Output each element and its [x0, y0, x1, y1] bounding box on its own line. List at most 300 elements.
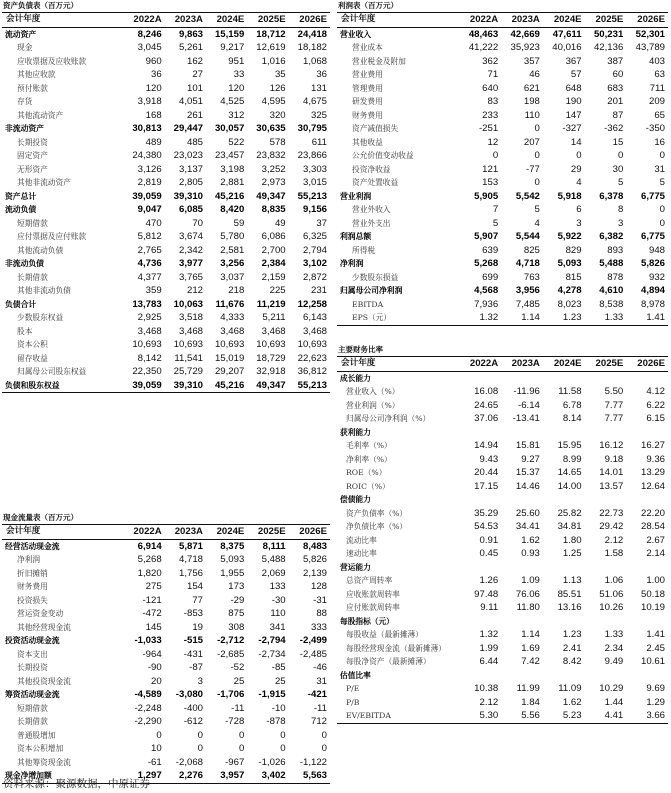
- table-row: [2, 338, 330, 352]
- row-label: 折旧摊销: [17, 568, 48, 578]
- cell-value: 0: [659, 204, 665, 216]
- cell-value: 9.11: [480, 602, 499, 614]
- cell-value: 23,023: [173, 150, 203, 162]
- cell-value: 3: [197, 675, 203, 687]
- cell-value: -6.14: [518, 399, 540, 411]
- cell-value: [543, 493, 585, 507]
- cell-value: 13.16: [557, 602, 582, 614]
- column-header-year: 2026E: [289, 13, 330, 27]
- cell-value: 2,765: [137, 244, 162, 256]
- row-label: 应付账款周转率: [346, 603, 400, 613]
- row-label: 流动资产: [5, 29, 37, 39]
- cell-value: -2,734: [258, 648, 286, 660]
- cell-value: -251: [478, 123, 499, 135]
- row-label: 短期借款: [17, 703, 48, 713]
- cell-value: 712: [310, 716, 327, 728]
- cell-value: 120: [145, 82, 162, 94]
- row-label: 资本公积: [17, 340, 48, 350]
- cell-value: 3,918: [137, 96, 162, 108]
- cell-value: 893: [607, 244, 624, 256]
- cell-value: [626, 561, 668, 575]
- row-label: 净利润: [340, 259, 364, 269]
- row-label: 长期借款: [17, 272, 48, 282]
- table-row: [337, 399, 668, 413]
- cell-value: -31: [313, 594, 327, 606]
- table-row: [2, 715, 330, 729]
- table-row: [337, 298, 668, 312]
- row-label: 投资净收益: [352, 164, 391, 174]
- table-row: [337, 27, 668, 41]
- cell-value: 207: [523, 136, 540, 148]
- cell-value: 9,047: [137, 204, 162, 216]
- cell-value: 6,775: [640, 190, 665, 202]
- cell-value: 16.12: [599, 440, 624, 452]
- row-label: 其他非流动负债: [17, 286, 71, 296]
- column-header-year: 2022A: [459, 13, 501, 27]
- cell-value: -2,248: [134, 702, 162, 714]
- table-row: [2, 149, 330, 163]
- cell-value: [585, 371, 627, 385]
- cell-value: 3,956: [515, 285, 540, 297]
- cell-value: 46: [529, 69, 540, 81]
- cell-value: 18,729: [256, 352, 286, 364]
- cell-value: [585, 615, 627, 629]
- table-row: [2, 284, 330, 298]
- cell-value: 5,812: [137, 231, 162, 243]
- cell-value: 6.22: [646, 399, 665, 411]
- cell-value: 2.12: [479, 696, 499, 708]
- cell-value: 22.73: [599, 507, 624, 519]
- cell-value: 20.44: [474, 467, 499, 479]
- row-label: 营业税金及附加: [352, 56, 406, 66]
- row-label: 成长能力: [340, 373, 371, 383]
- row-label: 资产总计: [5, 191, 37, 201]
- cell-value: -30: [271, 594, 286, 606]
- cell-value: 168: [145, 109, 162, 121]
- table-row: [337, 190, 668, 204]
- cell-value: 8,375: [220, 540, 245, 552]
- cell-value: [501, 493, 543, 507]
- cell-value: 5,780: [220, 231, 245, 243]
- cell-value: 55,213: [289, 379, 330, 393]
- row-label: 营业成本: [352, 43, 383, 53]
- row-label: 应收票据及应收账款: [17, 56, 87, 66]
- cell-value: 5,488: [599, 258, 624, 270]
- row-label: 留存收益: [17, 353, 48, 363]
- cell-value: 470: [145, 217, 162, 229]
- cell-value: [626, 371, 668, 385]
- cell-value: 341: [269, 621, 286, 633]
- table-row: [337, 412, 668, 426]
- cell-value: 1.58: [604, 548, 624, 560]
- row-label: 其他流动资产: [17, 110, 64, 120]
- cell-value: 6,325: [302, 231, 327, 243]
- cell-value: 4,718: [178, 554, 203, 566]
- column-header-label: 会计年度: [337, 357, 459, 371]
- cell-value: [459, 669, 501, 683]
- cell-value: 0.45: [479, 548, 499, 560]
- cell-value: 22,350: [132, 366, 162, 378]
- row-label: 估值比率: [340, 670, 371, 680]
- cell-value: 2,881: [220, 177, 245, 189]
- cell-value: -327: [562, 123, 582, 135]
- cell-value: 233: [482, 109, 499, 121]
- row-label: 营业利润: [340, 191, 372, 201]
- cell-value: 77: [192, 594, 203, 606]
- cell-value: 0: [238, 743, 245, 755]
- cell-value: 2.14: [646, 548, 665, 560]
- cell-value: 60: [612, 69, 624, 81]
- table-row: [2, 661, 330, 675]
- cell-value: 12: [487, 136, 499, 148]
- row-label: 归属母公司净利润（%）: [346, 414, 431, 424]
- table-row: [337, 561, 668, 575]
- cell-value: 4,894: [640, 285, 665, 297]
- cell-value: 0: [156, 729, 162, 741]
- cell-value: 1.14: [521, 629, 540, 641]
- row-label: 少数股东权益: [17, 313, 64, 323]
- cell-value: [543, 561, 585, 575]
- cell-value: 11,676: [215, 298, 245, 310]
- cell-value: 2,069: [261, 567, 286, 579]
- cell-value: 325: [310, 109, 327, 121]
- cell-value: -1,033: [134, 635, 162, 647]
- header-row: [2, 13, 330, 27]
- table-row: [2, 244, 330, 258]
- cell-value: 5.23: [543, 709, 585, 723]
- cell-value: 31: [654, 163, 665, 175]
- cell-value: 39,059: [123, 379, 164, 393]
- row-label: 长期投资: [17, 137, 48, 147]
- cell-value: 34.41: [515, 521, 540, 533]
- table-row: [2, 41, 330, 55]
- cell-value: -2,499: [299, 635, 327, 647]
- cell-value: 2,384: [261, 258, 286, 270]
- cell-value: 9.49: [604, 656, 624, 668]
- cell-value: 13.57: [599, 480, 624, 492]
- cell-value: 3.66: [626, 709, 668, 723]
- cell-value: 11.99: [516, 683, 540, 695]
- cell-value: 47,611: [552, 28, 582, 40]
- cell-value: -362: [604, 123, 624, 135]
- cell-value: 3,518: [178, 312, 203, 324]
- cell-value: 14: [570, 136, 582, 148]
- table-row: [2, 607, 330, 621]
- cell-value: 2.45: [646, 642, 665, 654]
- cell-value: 39,310: [173, 190, 203, 202]
- column-header-year: 2026E: [626, 13, 668, 27]
- cell-value: 3,402: [247, 769, 288, 783]
- row-label: 营运能力: [340, 562, 371, 572]
- cell-value: 5,544: [515, 231, 540, 243]
- cell-value: 8,420: [220, 204, 245, 216]
- ratios-table: [337, 357, 668, 724]
- table-row: [2, 580, 330, 594]
- cell-value: -2,712: [217, 635, 245, 647]
- table-row: [337, 244, 668, 258]
- cell-value: 6,382: [599, 231, 624, 243]
- table-row: [337, 615, 668, 629]
- cell-value: [459, 615, 501, 629]
- cell-value: 932: [648, 271, 665, 283]
- table-row: [2, 136, 330, 150]
- cell-value: 11.80: [516, 602, 540, 614]
- cell-value: 8,978: [640, 298, 665, 310]
- cell-value: 2.41: [562, 642, 582, 654]
- table-row: [2, 702, 330, 716]
- cell-value: 65: [654, 109, 665, 121]
- cell-value: 8.42: [562, 656, 582, 668]
- cell-value: 45,216: [206, 379, 247, 393]
- table-row: [337, 520, 668, 534]
- cell-value: 1.29: [646, 696, 665, 708]
- cell-value: 6,085: [178, 204, 203, 216]
- table-row: [337, 453, 668, 467]
- cell-value: 3,468: [137, 325, 162, 337]
- cell-value: 12,619: [256, 42, 286, 54]
- table-row: [2, 271, 330, 285]
- cell-value: 2,276: [165, 769, 206, 783]
- cell-value: 231: [310, 285, 327, 297]
- cell-value: 29,207: [214, 366, 245, 378]
- cell-value: 13.29: [640, 467, 665, 479]
- cell-value: 42,669: [510, 28, 540, 40]
- cell-value: 43,789: [635, 42, 665, 54]
- cell-value: 88: [316, 608, 327, 620]
- cell-value: 2,794: [302, 244, 327, 256]
- row-label: 资产减值损失: [352, 124, 399, 134]
- cell-value: 48,463: [468, 28, 499, 40]
- row-label: 偿债能力: [340, 495, 371, 505]
- row-label: 其他筹资现金流: [17, 757, 71, 767]
- cell-value: 2,700: [261, 244, 286, 256]
- cell-value: 39,059: [132, 190, 162, 202]
- cell-value: 4: [576, 177, 582, 189]
- row-label: 归属母公司净利润: [340, 286, 403, 296]
- cell-value: -3,080: [175, 689, 203, 701]
- cell-value: 1,756: [178, 567, 203, 579]
- cell-value: 6.78: [562, 399, 582, 411]
- row-label: 毛利率（%）: [346, 441, 392, 451]
- cell-value: 1.69: [521, 642, 540, 654]
- row-label: 无形资产: [17, 164, 48, 174]
- cell-value: 133: [269, 581, 286, 593]
- table-row: [2, 756, 330, 770]
- cell-value: 1.26: [479, 575, 499, 587]
- row-label: 其他经营现金流: [17, 622, 71, 632]
- cell-value: 14.65: [557, 467, 582, 479]
- row-label: 投资活动现金流: [5, 636, 60, 646]
- cell-value: -967: [225, 756, 245, 768]
- cell-value: 218: [228, 285, 245, 297]
- cell-value: 0: [321, 729, 327, 741]
- row-label: 公允价值变动收益: [352, 151, 414, 161]
- cell-value: 9,217: [220, 42, 245, 54]
- cell-value: 29.42: [599, 521, 624, 533]
- cell-value: 8,111: [262, 540, 286, 552]
- cell-value: -1,026: [258, 756, 286, 768]
- cell-value: 639: [482, 244, 499, 256]
- cell-value: 960: [145, 55, 162, 67]
- cell-value: [585, 426, 627, 440]
- cell-value: 357: [523, 55, 540, 67]
- cell-value: 162: [186, 55, 203, 67]
- cell-value: 30,057: [214, 123, 245, 135]
- cell-value: 14.00: [557, 480, 582, 492]
- cell-value: 5,907: [474, 231, 499, 243]
- row-label: 营业费用: [352, 70, 383, 80]
- table-row: [2, 742, 330, 756]
- cell-value: 2,819: [137, 177, 162, 189]
- row-label: 负债合计: [5, 299, 37, 309]
- cell-value: -2,685: [217, 648, 245, 660]
- cell-value: 76.06: [515, 588, 540, 600]
- cell-value: 5,268: [474, 258, 499, 270]
- table-row: [2, 176, 330, 190]
- table-row: [337, 466, 668, 480]
- table-row: [337, 230, 668, 244]
- cell-value: 154: [186, 581, 203, 593]
- cell-value: 0: [659, 150, 665, 162]
- cell-value: -13.41: [512, 413, 540, 425]
- cell-value: 711: [649, 82, 665, 94]
- cell-value: -121: [142, 594, 162, 606]
- table-row: [337, 385, 668, 399]
- cell-value: -964: [142, 648, 162, 660]
- cell-value: 7,936: [474, 298, 499, 310]
- cell-value: 5.50: [604, 386, 624, 398]
- cell-value: -61: [147, 756, 162, 768]
- cell-value: 4,736: [137, 258, 162, 270]
- cell-value: 55,213: [297, 190, 327, 202]
- table-row: [337, 655, 668, 669]
- cell-value: 1.23: [562, 629, 582, 641]
- cell-value: 5: [659, 177, 665, 189]
- row-label: 投资损失: [17, 595, 48, 605]
- column-header-year: 2024E: [206, 13, 247, 27]
- row-label: 负债和股东权益: [2, 379, 123, 393]
- table-row: [337, 601, 668, 615]
- cell-value: 0.93: [521, 548, 540, 560]
- column-header-year: 2024E: [206, 525, 247, 539]
- cell-value: 71: [487, 69, 499, 81]
- cell-value: 9.43: [479, 453, 499, 465]
- cell-value: 0: [197, 743, 203, 755]
- cell-value: -1,915: [258, 689, 286, 701]
- cell-value: 1,016: [261, 55, 286, 67]
- balance-sheet-panel: [2, 0, 330, 393]
- cell-value: 128: [310, 581, 327, 593]
- cell-value: 0: [238, 729, 245, 741]
- cell-value: 0: [280, 729, 286, 741]
- cell-value: 0: [534, 177, 540, 189]
- cell-value: 35.29: [474, 507, 499, 519]
- cell-value: 2,139: [302, 567, 327, 579]
- cell-value: -87: [189, 662, 203, 674]
- cell-value: 31: [316, 675, 327, 687]
- row-label: 净利润: [17, 555, 41, 565]
- cell-value: 0: [534, 150, 540, 162]
- cell-value: 8.14: [562, 413, 582, 425]
- cell-value: 23,866: [297, 150, 327, 162]
- cell-value: 5.30: [459, 709, 501, 723]
- cell-value: 54.53: [474, 521, 499, 533]
- row-label: EPS（元）: [337, 311, 459, 325]
- cell-value: 611: [311, 136, 327, 148]
- cell-value: 18,712: [256, 28, 286, 40]
- column-header-year: 2023A: [501, 357, 543, 371]
- cell-value: [459, 371, 501, 385]
- cell-value: 39,310: [165, 379, 206, 393]
- cell-value: 763: [523, 271, 540, 283]
- table-row: [337, 439, 668, 453]
- column-header-year: 2022A: [123, 525, 164, 539]
- row-label: 每股经营现金流（最新摊薄）: [346, 643, 446, 653]
- cell-value: 6,775: [640, 231, 665, 243]
- cell-value: 4,675: [302, 96, 327, 108]
- row-label: ROIC（%）: [346, 481, 390, 491]
- cell-value: 225: [269, 285, 286, 297]
- table-row: [2, 217, 330, 231]
- cell-value: 875: [228, 608, 245, 620]
- income-statement-panel: [337, 0, 668, 326]
- row-label: 其他应收款: [17, 70, 56, 80]
- row-label: 财务费用: [352, 110, 383, 120]
- cell-value: 36: [316, 69, 327, 81]
- cell-value: -52: [230, 662, 245, 674]
- cell-value: 699: [482, 271, 499, 283]
- cell-value: 15,159: [214, 28, 245, 40]
- cell-value: -4,589: [134, 689, 162, 701]
- table-row: [337, 588, 668, 602]
- cell-value: [459, 561, 501, 575]
- cell-value: 3,765: [178, 271, 203, 283]
- column-header-label: 会计年度: [2, 525, 123, 539]
- row-label: 其他流动负债: [17, 245, 64, 255]
- table-row: [2, 621, 330, 635]
- row-label: 研发费用: [352, 97, 383, 107]
- cell-value: 50.18: [640, 588, 665, 600]
- cell-value: 10,693: [256, 339, 286, 351]
- cell-value: 0: [197, 729, 203, 741]
- cell-value: 35: [274, 69, 286, 81]
- cell-value: 120: [228, 82, 245, 94]
- row-label: 经营活动现金流: [5, 541, 60, 551]
- row-label: 归属母公司股东权益: [17, 367, 87, 377]
- cell-value: 5,268: [137, 554, 162, 566]
- cell-value: 1.62: [562, 696, 582, 708]
- cell-value: 2.34: [604, 642, 624, 654]
- row-label: 速动比率: [346, 549, 377, 559]
- cell-value: -2,485: [299, 648, 327, 660]
- cell-value: 6.44: [479, 656, 499, 668]
- cell-value: [501, 371, 543, 385]
- cell-value: 8.99: [562, 453, 582, 465]
- ratios-title: 主要财务比率: [337, 344, 668, 357]
- table-row: [337, 82, 668, 96]
- cell-value: 9,863: [178, 28, 203, 40]
- row-label: 普通股增加: [17, 730, 56, 740]
- cell-value: 45,216: [214, 190, 245, 202]
- cell-value: 10: [151, 743, 162, 755]
- row-label: 筹资活动现金流: [5, 690, 60, 700]
- table-row: [2, 82, 330, 96]
- cell-value: 110: [524, 109, 540, 121]
- cell-value: 11.09: [558, 683, 582, 695]
- cell-value: 683: [607, 82, 624, 94]
- cell-value: 14.01: [599, 467, 624, 479]
- cell-value: 11,219: [256, 298, 286, 310]
